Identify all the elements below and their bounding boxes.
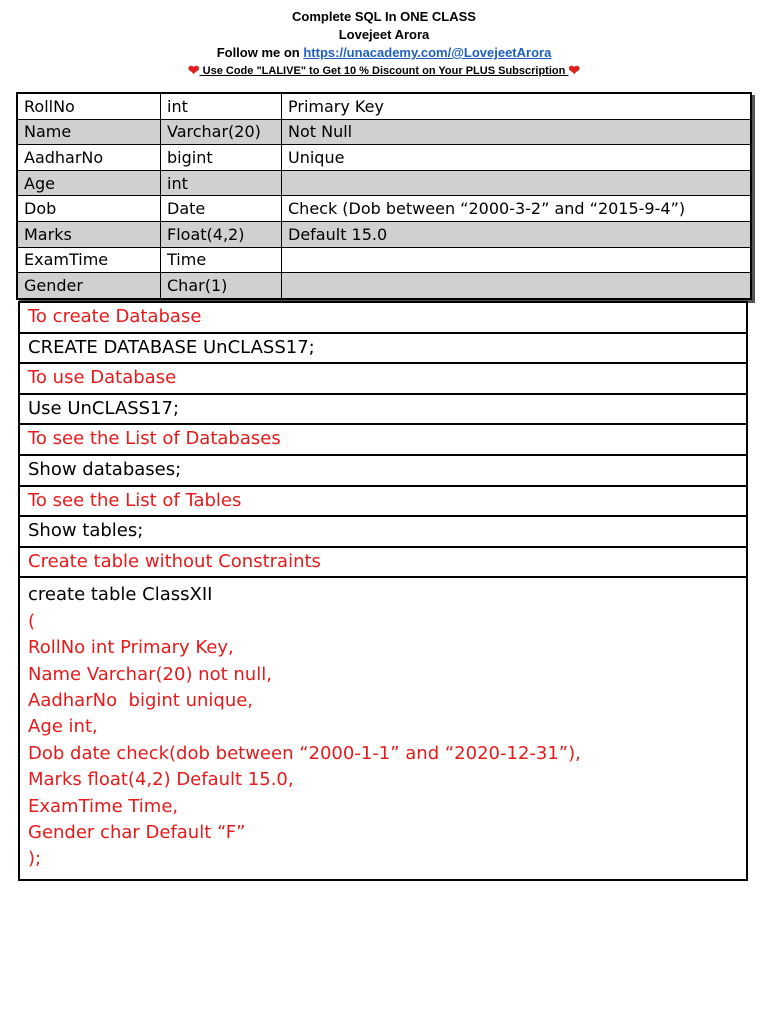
data-type-cell: Float(4,2) (161, 221, 282, 247)
schema-row (17, 273, 751, 299)
heart-icon: ❤ (568, 62, 581, 78)
code-line: ( (28, 610, 36, 632)
data-type-cell: Time (161, 247, 282, 273)
field-name-cell: Gender (17, 273, 161, 299)
command-statement: Use UnCLASS17; (20, 395, 746, 426)
constraint-cell: Default 15.0 (282, 221, 752, 247)
data-type-cell: int (161, 93, 282, 119)
command-caption: To see the List of Tables (20, 487, 746, 518)
constraint-cell (282, 247, 752, 273)
document-title: Complete SQL In ONE CLASS (292, 9, 476, 24)
heart-icon: ❤ (187, 62, 200, 78)
document-header (0, 8, 768, 78)
constraint-cell (282, 273, 752, 299)
constraint-cell (282, 170, 752, 196)
data-type-cell: bigint (161, 145, 282, 171)
promo-text: Use Code "LALIVE" to Get 10 % Discount on Your PLUS Subscription (202, 65, 566, 77)
follow-line (0, 44, 768, 62)
code-line: Age int, (28, 716, 98, 738)
create-table-code (20, 578, 746, 878)
data-type-cell: Char(1) (161, 273, 282, 299)
field-name-cell: Marks (17, 221, 161, 247)
field-name-cell: ExamTime (17, 247, 161, 273)
command-statement: Show tables; (20, 517, 746, 548)
field-name-cell: RollNo (17, 93, 161, 119)
field-name-cell: AadharNo (17, 145, 161, 171)
constraint-cell: Not Null (282, 119, 752, 145)
profile-link[interactable]: https://unacademy.com/@LovejeetArora (303, 45, 552, 60)
constraint-cell: Primary Key (282, 93, 752, 119)
code-line: AadharNo bigint unique, (28, 689, 254, 711)
field-name-cell: Name (17, 119, 161, 145)
data-type-cell: Date (161, 196, 282, 222)
promo-line (0, 63, 768, 78)
command-caption: Create table without Constraints (20, 548, 746, 579)
field-name-cell: Dob (17, 196, 161, 222)
schema-row (17, 196, 751, 222)
schema-row (17, 145, 751, 171)
command-statement: Show databases; (20, 456, 746, 487)
schema-table (16, 92, 752, 300)
code-line: Dob date check(dob between “2000-1-1” and “2020-12-31”), (28, 742, 581, 764)
command-statement: CREATE DATABASE UnCLASS17; (20, 334, 746, 365)
schema-row (17, 119, 751, 145)
schema-row (17, 170, 751, 196)
data-type-cell: Varchar(20) (161, 119, 282, 145)
constraint-cell: Unique (282, 145, 752, 171)
command-caption: To create Database (20, 303, 746, 334)
author-name: Lovejeet Arora (338, 27, 430, 42)
command-caption: To see the List of Databases (20, 425, 746, 456)
code-line: Name Varchar(20) not null, (28, 663, 272, 685)
code-first-line: create table ClassXII (28, 584, 213, 606)
schema-row (17, 221, 751, 247)
code-line: RollNo int Primary Key, (28, 637, 234, 659)
field-name-cell: Age (17, 170, 161, 196)
constraint-cell: Check (Dob between “2000-3-2” and “2015-9-4”) (282, 196, 752, 222)
code-line: Gender char Default “F” (28, 822, 246, 843)
schema-row (17, 93, 751, 119)
command-caption: To use Database (20, 364, 746, 395)
schema-row (17, 247, 751, 273)
code-line: ); (28, 848, 42, 870)
code-line: Marks float(4,2) Default 15.0, (28, 769, 294, 791)
follow-prefix: Follow me on (216, 45, 304, 60)
sql-commands-panel (18, 301, 748, 881)
code-line: ExamTime Time, (28, 795, 179, 817)
data-type-cell: int (161, 170, 282, 196)
